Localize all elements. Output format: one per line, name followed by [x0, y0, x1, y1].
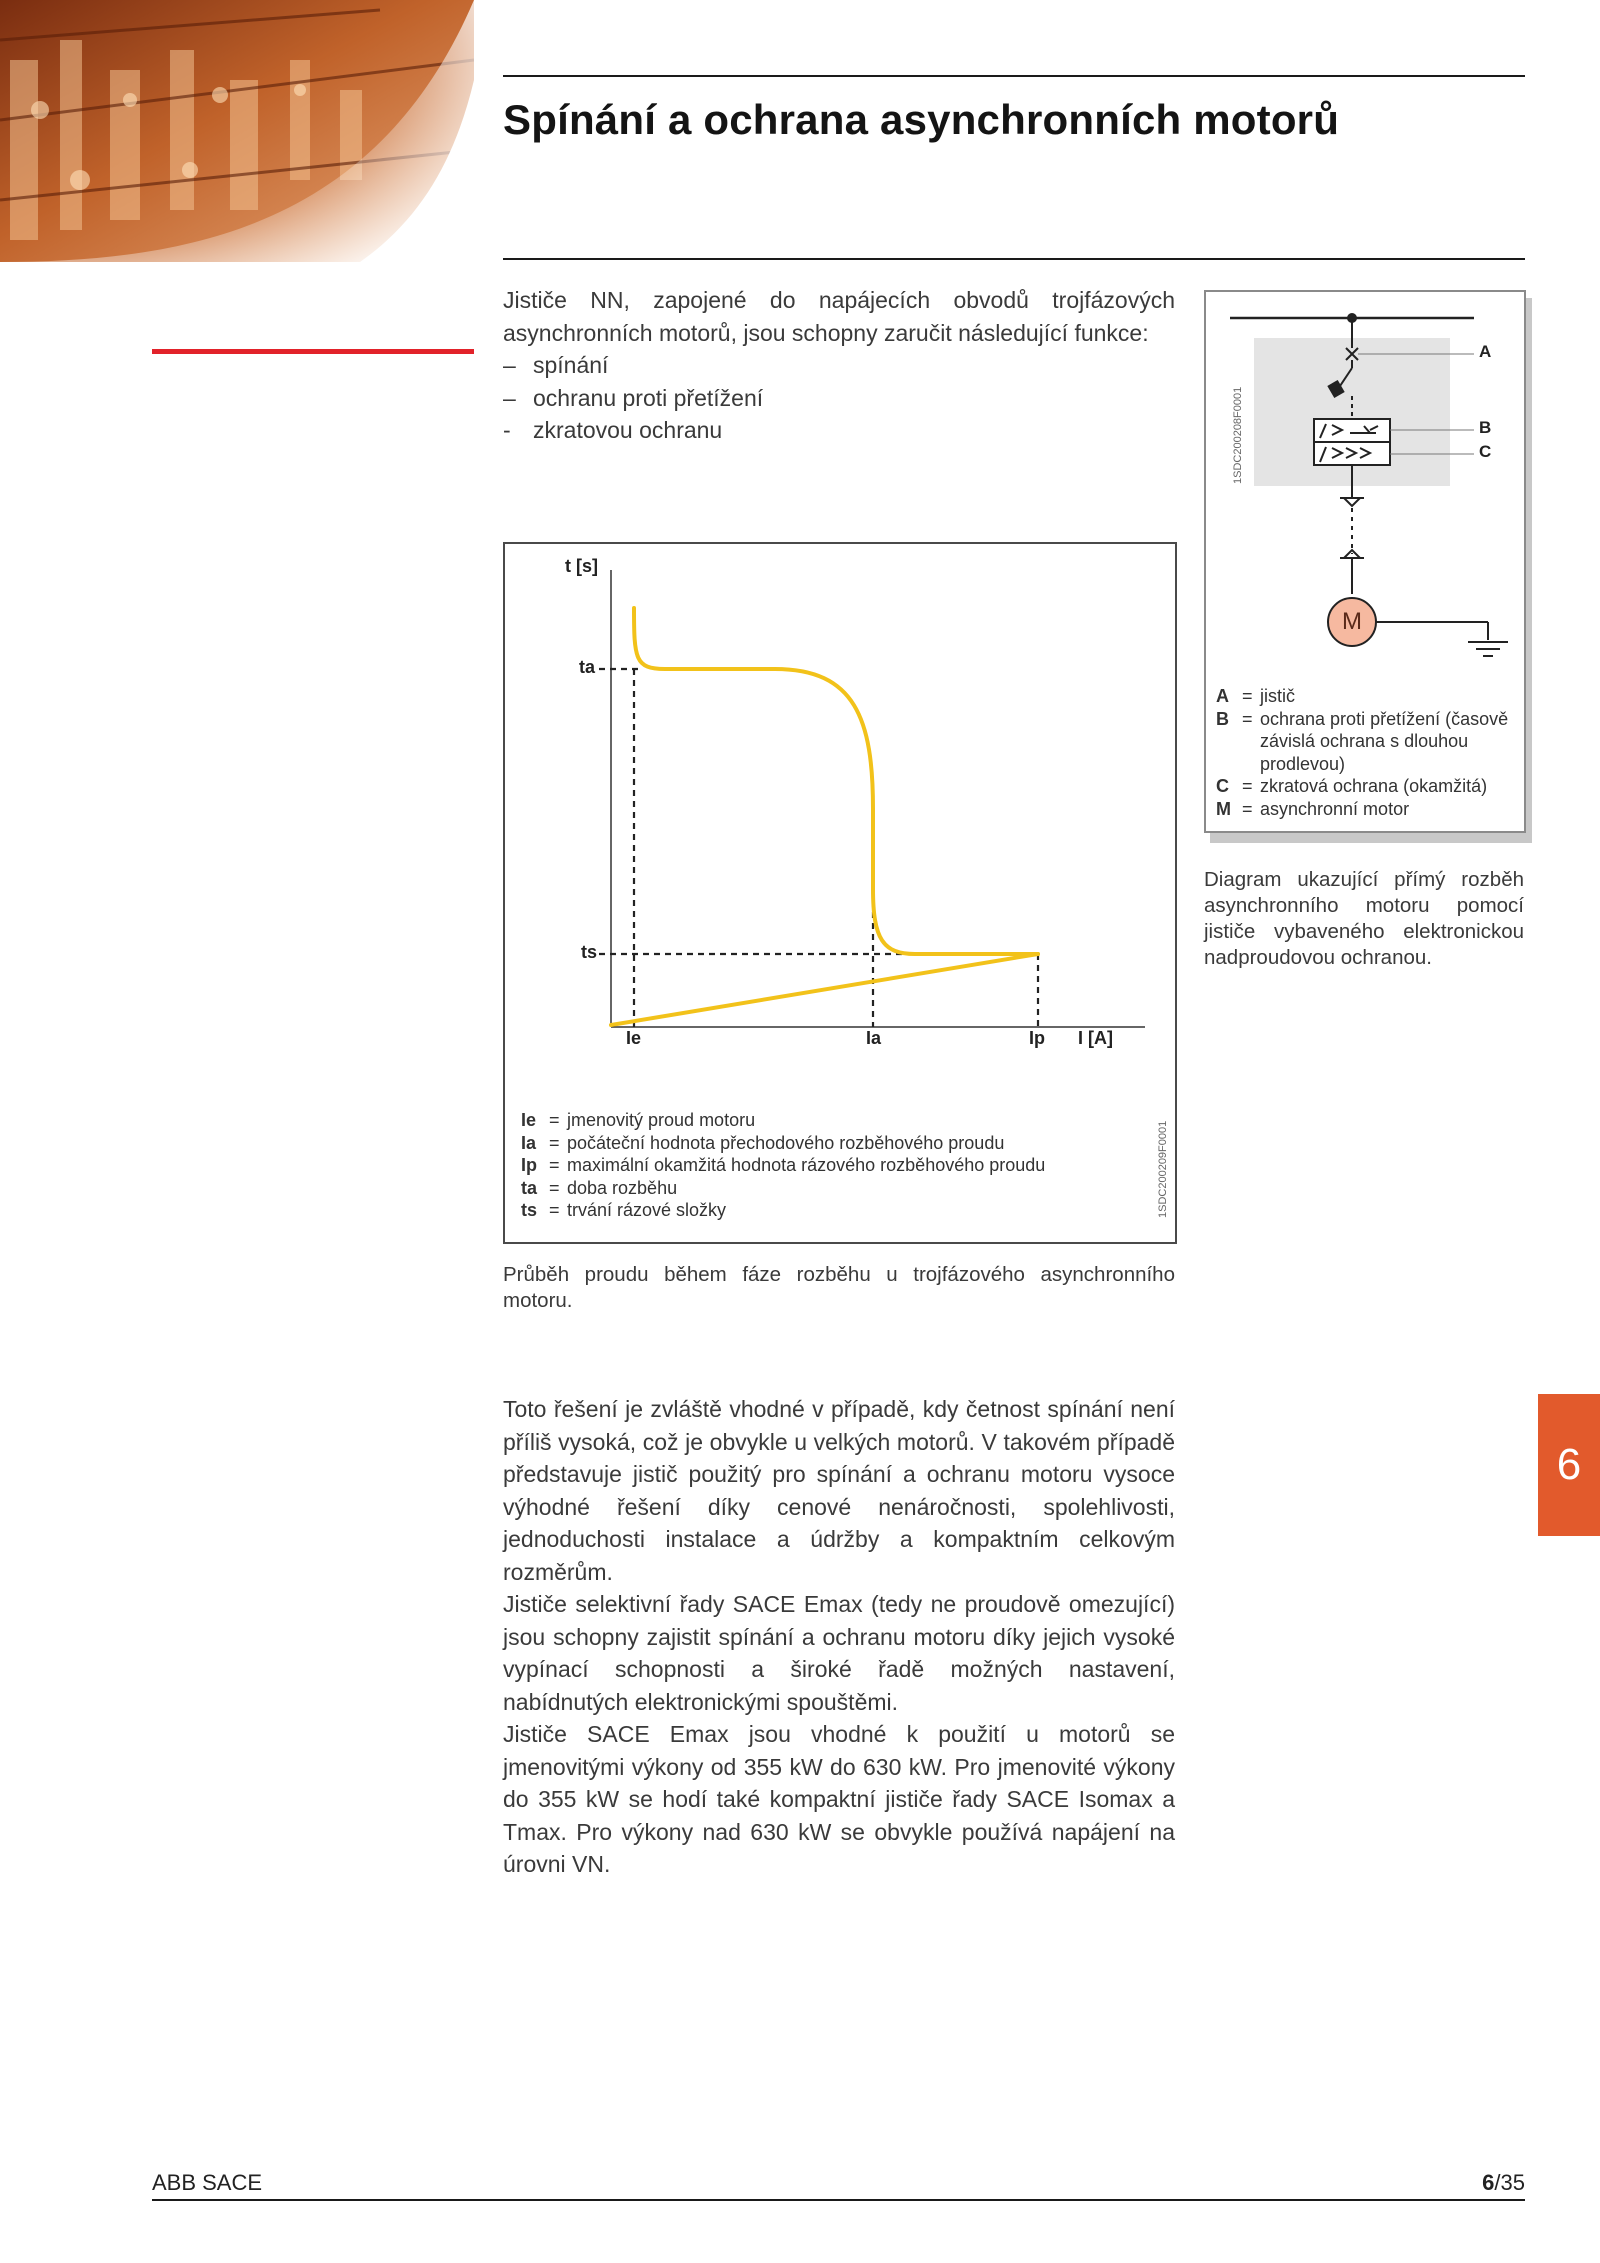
load-line	[611, 954, 1038, 1025]
legend-row: C = zkratová ochrana (okamžitá)	[1216, 775, 1516, 798]
figure1-caption: Průběh proudu během fáze rozběhu u trojfázového asynchronního motoru.	[503, 1263, 1175, 1312]
page-title: Spínání a ochrana asynchronních motorů	[503, 96, 1340, 143]
legend-value: zkratová ochrana (okamžitá)	[1260, 776, 1488, 796]
legend-row: B = ochrana proti přetížení (časově závislá ochrana s dlouhou prodlevou)	[1216, 708, 1516, 776]
label-a: A	[1479, 342, 1492, 361]
paragraph: Jističe selektivní řady SACE Emax (tedy ne proudově omezující) jsou schopny zajistit spínání a ochranu motoru díky jejich vysoké vypínací schopnosti a široké řadě možných nastavení, nabídnutých elektronickými spouštěmi.	[503, 1591, 1175, 1715]
tick-ts: ts	[581, 942, 598, 962]
list-item	[503, 349, 1175, 382]
legend-row: Ip = maximální okamžitá hodnota rázového rozběhového proudu	[521, 1155, 1046, 1175]
list-item	[503, 414, 1175, 447]
label-b: B	[1479, 418, 1492, 437]
legend-value: ochrana proti přetížení (časově závislá ochrana s dlouhou prodlevou)	[1260, 708, 1509, 774]
startup-current-figure	[503, 542, 1177, 1244]
legend-value: maximální okamžitá hodnota rázového rozběhového proudu	[567, 1155, 1046, 1175]
legend-row: ta = doba rozběhu	[521, 1177, 678, 1198]
list-item-label: zkratovou ochranu	[533, 417, 723, 443]
tick-ip: Ip	[1029, 1028, 1045, 1048]
list-item-label: spínání	[533, 352, 609, 378]
footer-brand: ABB SACE	[152, 2170, 263, 2195]
legend-row: ts = trvání rázové složky	[521, 1200, 727, 1220]
legend-row: Ia = počáteční hodnota přechodového rozběhového proudu	[521, 1132, 1005, 1153]
legend-row: M = asynchronní motor	[1216, 798, 1516, 821]
legend-value: jistič	[1260, 686, 1295, 706]
legend-key: B	[1216, 708, 1229, 729]
legend-key: ta	[521, 1177, 538, 1198]
main-text	[503, 1393, 1175, 1881]
footer-rule	[152, 2199, 1525, 2201]
label-c: C	[1479, 442, 1492, 461]
figure2-legend	[1216, 685, 1516, 820]
startup-curve	[634, 608, 1038, 954]
intro-section	[503, 284, 1175, 447]
legend-key: Ie	[521, 1110, 537, 1130]
figure2-code: 1SDC200208F0001	[1232, 386, 1244, 484]
legend-value: trvání rázové složky	[567, 1200, 727, 1220]
legend-value: asynchronní motor	[1260, 798, 1410, 819]
list-dash: -	[503, 417, 511, 443]
connector-cup	[1344, 498, 1360, 506]
legend-key: C	[1216, 776, 1229, 796]
legend-key: Ip	[521, 1155, 537, 1175]
page-number	[1425, 2170, 1525, 2196]
tick-ia: Ia	[866, 1028, 882, 1048]
figure2-caption: Diagram ukazující přímý rozběh asynchronního motoru pomocí jističe vybaveného elektronickou nadproudovou ochranou.	[1204, 868, 1524, 969]
legend-key: A	[1216, 686, 1229, 706]
list-dash: –	[503, 352, 516, 378]
legend-value: jmenovitý proud motoru	[567, 1110, 756, 1130]
top-rule	[503, 75, 1525, 77]
paragraph: Toto řešení je zvláště vhodné v případě, kdy četnost spínání není příliš vysoká, což je obvykle u velkých motorů. V takovém případě představuje jistič použitý pro spínání a ochranu motoru vysoce výhodné řešení díky cenové nenáročnosti, spolehlivosti, jednoduchosti instalace a údržby a kompaktním celkovým rozměrům.	[503, 1396, 1175, 1585]
red-accent-rule	[152, 349, 474, 354]
figure1-legend	[521, 1109, 1045, 1222]
title-rule	[503, 258, 1525, 260]
motor-label: M	[1342, 608, 1362, 635]
tick-ta: ta	[579, 657, 596, 677]
motor-starter-diagram	[1204, 290, 1526, 833]
legend-value: doba rozběhu	[567, 1177, 678, 1198]
legend-key: Ia	[521, 1132, 537, 1153]
chapter-tab[interactable]: 6	[1538, 1394, 1600, 1536]
legend-key: ts	[521, 1200, 538, 1220]
legend-key: M	[1216, 798, 1231, 819]
figure1-code: 1SDC200209F0001	[1157, 1120, 1169, 1218]
legend-row: A = jistič	[1216, 685, 1516, 708]
paragraph: Jističe SACE Emax jsou vhodné k použití u motorů se jmenovitými výkony od 355 kW do 630 kW. Pro jmenovité výkony do 355 kW se hodí také kompaktní jističe řady SACE Isomax a Tmax. Pro výkony nad 630 kW se obvykle používá napájení na úrovni VN.	[503, 1721, 1175, 1877]
legend-value: počáteční hodnota přechodového rozběhového proudu	[567, 1132, 1005, 1153]
function-list	[503, 349, 1175, 447]
x-axis-label: I [A]	[1078, 1028, 1113, 1048]
page-total: /35	[1494, 2170, 1525, 2195]
list-item-label: ochranu proti přetížení	[533, 384, 764, 411]
intro-text: Jističe NN, zapojené do napájecích obvodů trojfázových asynchronních motorů, jsou schopny zaručit následující funkce:	[503, 287, 1175, 346]
tick-ie: Ie	[626, 1028, 642, 1048]
legend-row: Ie = jmenovitý proud motoru	[521, 1110, 756, 1130]
list-dash: –	[503, 384, 516, 411]
list-item	[503, 382, 1175, 415]
y-axis-label: t [s]	[565, 556, 598, 576]
chapter-number: 6	[1482, 2170, 1495, 2195]
header-photo	[0, 0, 474, 262]
